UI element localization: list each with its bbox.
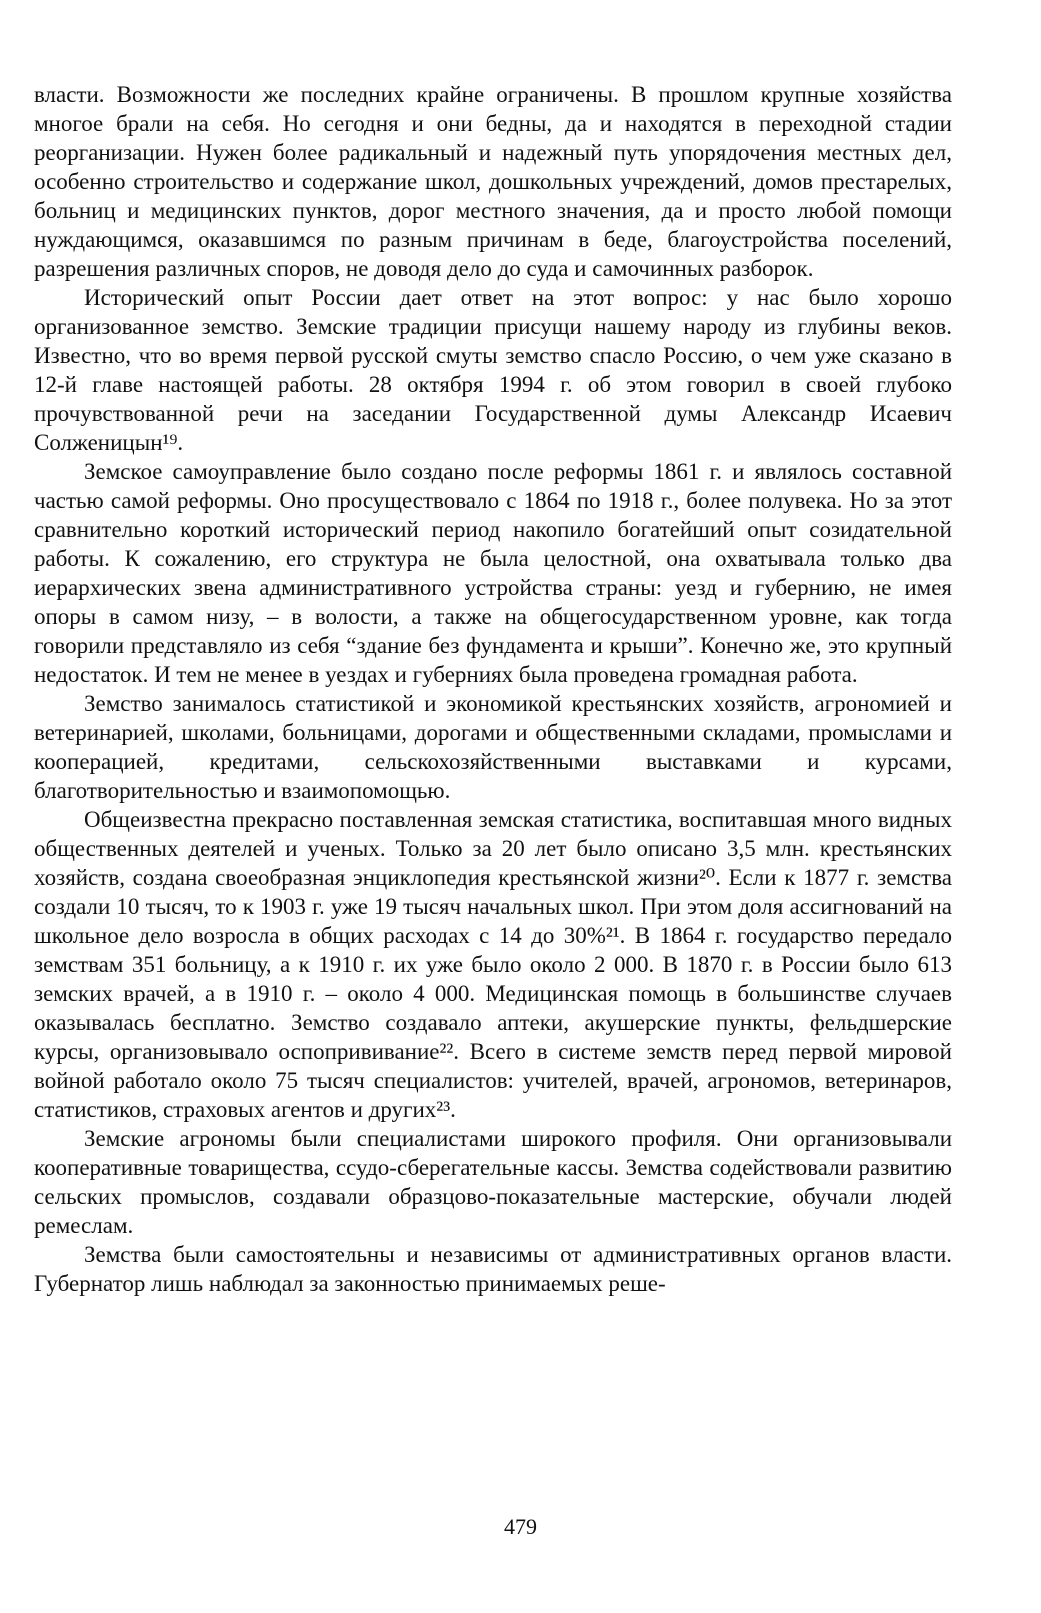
paragraph: Земское самоуправление было создано после реформы 1861 г. и являлось составной частью самой реформы. Оно просуществовало с 1864 по 1918 г., более полувека. Но за этот сравнительно короткий исторический период накопило богатейший опыт созидательной работы. К сожалению, его структура не была целостной, она охватывала только два иерархических звена административного устройства страны: уезд и губернию, не имея опоры в самом низу, – в волости, а также на общегосударственном уровне, как тогда говорили представляло из себя “здание без фундамента и крыши”. Конечно же, это крупный недостаток. И тем не менее в уездах и губерниях была проведена громадная работа. — [34, 459, 952, 687]
page-body — [34, 80, 952, 1298]
paragraph: Исторический опыт России дает ответ на этот вопрос: у нас было хорошо организованное земство. Земские традиции присущи нашему народу из глубины веков. Известно, что во время первой русской смуты земство спасло Россию, о чем уже сказано в 12-й главе настоящей работы. 28 октября 1994 г. об этом говорил в своей глубоко прочувствованной речи на заседании Государственной думы Александр Исаевич Солженицын¹⁹. — [34, 285, 952, 455]
paragraph: Земские агрономы были специалистами широкого профиля. Они организовывали кооперативные товарищества, ссудо-сберегательные кассы. Земства содействовали развитию сельских промыслов, создавали образцово-показательные мастерские, обучали людей ремеслам. — [34, 1126, 952, 1238]
paragraph: Земства были самостоятельны и независимы от административных органов власти. Губернатор лишь наблюдал за законностью принимаемых реше- — [34, 1242, 952, 1296]
paragraph: Общеизвестна прекрасно поставленная земская статистика, воспитавшая много видных общественных деятелей и ученых. Только за 20 лет было описано 3,5 млн. крестьянских хозяйств, создана своеобразная энциклопедия крестьянской жизни²⁰. Если к 1877 г. земства создали 10 тысяч, то к 1903 г. уже 19 тысяч начальных школ. При этом доля ассигнований на школьное дело возросла в общих расходах с 14 до 30%²¹. В 1864 г. государство передало земствам 351 больницу, а к 1910 г. их уже было около 2 000. В 1870 г. в России было 613 земских врачей, а в 1910 г. – около 4 000. Медицинская помощь в большинстве случаев оказывалась бесплатно. Земство создавало аптеки, акушерские пункты, фельдшерские курсы, организовывало оспопрививание²². Всего в системе земств перед первой мировой войной работало около 75 тысяч специалистов: учителей, врачей, агрономов, ветеринаров, статистиков, страховых агентов и других²³. — [34, 807, 952, 1122]
paragraph: Земство занималось статистикой и экономикой крестьянских хозяйств, агрономией и ветеринарией, школами, больницами, дорогами и общественными складами, промыслами и кооперацией, кредитами, сельскохозяйственными выставками и курсами, благотворительностью и взаимопомощью. — [34, 691, 952, 803]
paragraph: власти. Возможности же последних крайне ограничены. В прошлом крупные хозяйства многое брали на себя. Но сегодня и они бедны, да и находятся в переходной стадии реорганизации. Нужен более радикальный и надежный путь упорядочения местных дел, особенно строительство и содержание школ, дошкольных учреждений, домов престарелых, больниц и медицинских пунктов, дорог местного значения, да и просто любой помощи нуждающимся, оказавшимся по разным причинам в беде, благоустройства поселений, разрешения различных споров, не доводя дело до суда и самочинных разборок. — [34, 82, 952, 281]
page-number: 479 — [504, 1514, 537, 1539]
